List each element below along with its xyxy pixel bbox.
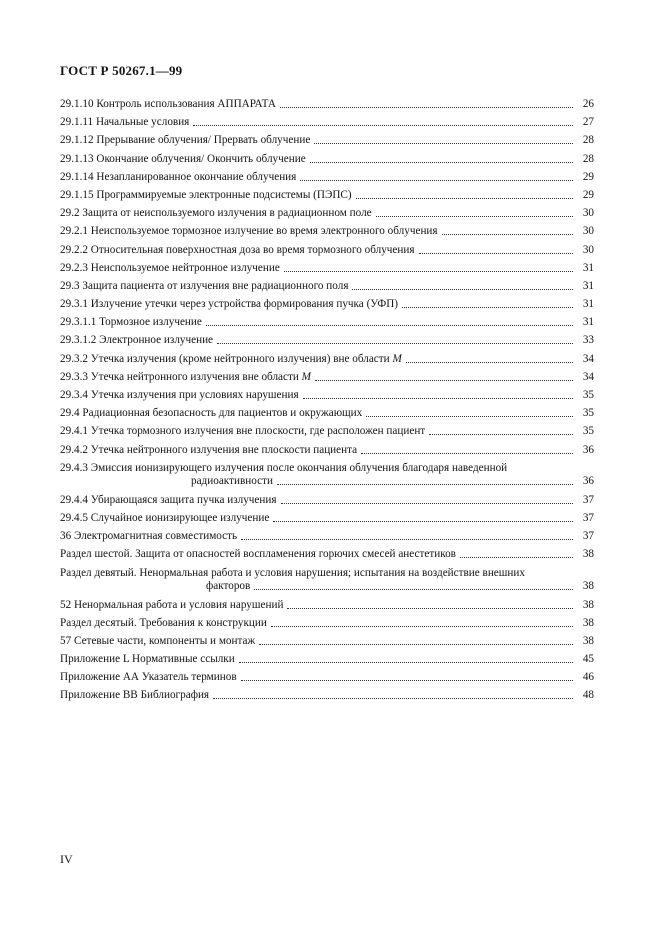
leader-dots	[361, 453, 573, 454]
toc-entry[interactable]	[60, 407, 594, 420]
toc-entry-title-text: 52 Ненормальная работа и условия нарушений	[60, 598, 284, 611]
leader-dots	[277, 484, 573, 485]
toc-entry-title	[60, 225, 438, 238]
toc-page-number: 31	[582, 316, 594, 329]
leader-dots	[442, 234, 573, 235]
toc-page-number: 46	[582, 671, 594, 684]
toc-page-number: 29	[582, 188, 594, 201]
toc-entry[interactable]	[60, 599, 594, 612]
toc-entry-title	[60, 371, 311, 384]
leader-dots	[314, 143, 573, 144]
toc-entry[interactable]	[60, 134, 594, 147]
leader-dots	[366, 416, 573, 417]
leader-dots	[429, 434, 573, 435]
toc-entry[interactable]	[60, 280, 594, 293]
toc-entry-italic-symbol: M	[301, 370, 311, 383]
toc-page-number: 26	[582, 98, 594, 110]
toc-entry[interactable]	[60, 689, 594, 702]
toc-entry-title-text: 29.3.3 Утечка нейтронного излучения вне области	[60, 370, 299, 383]
leader-dots	[352, 289, 573, 290]
leader-dots	[376, 216, 573, 217]
toc-page-number: 37	[582, 493, 594, 506]
toc-entry-title	[60, 207, 372, 220]
leader-dots	[217, 343, 573, 344]
toc-entry-title	[60, 134, 310, 147]
toc-page-number: 28	[582, 134, 594, 147]
toc-entry[interactable]	[60, 671, 594, 684]
toc-page-number: 31	[582, 261, 594, 274]
leader-dots	[356, 198, 573, 199]
toc-entry-title-text: 29.1.13 Окончание облучения/ Окончить облучение	[60, 152, 306, 165]
toc-entry-title-text: 29.1.12 Прерывание облучения/ Прервать облучение	[60, 134, 311, 147]
toc-entry[interactable]	[60, 334, 594, 347]
toc-entry-title	[60, 617, 267, 630]
toc-entry-title-text: 29.3 Защита пациента от излучения вне радиационного поля	[60, 279, 349, 292]
toc-entry[interactable]	[60, 548, 594, 561]
toc-entry-title-text: 29.4.2 Утечка нейтронного излучения вне плоскости пациента	[60, 443, 358, 456]
toc-entry[interactable]	[60, 462, 594, 488]
toc-entry[interactable]	[60, 316, 594, 329]
toc-entry[interactable]	[60, 371, 594, 384]
toc-page-number: 31	[582, 279, 594, 292]
toc-page-number: 38	[582, 598, 594, 611]
toc-page-number: 31	[582, 298, 594, 311]
toc-entry[interactable]	[60, 98, 594, 111]
toc-entry[interactable]	[60, 567, 594, 593]
toc-entry[interactable]	[60, 444, 594, 457]
leader-dots	[271, 626, 573, 627]
leader-dots	[281, 503, 573, 504]
toc-page-number: 37	[582, 530, 594, 543]
toc-entry-title-text: 29.2 Защита от неиспользуемого излучения в радиационном поле	[60, 207, 372, 220]
toc-page-number: 34	[582, 352, 594, 365]
toc-entry-title-text: 29.4.1 Утечка тормозного излучения вне плоскости, где расположен пациент	[60, 425, 426, 438]
toc-entry-title	[60, 653, 235, 666]
toc-entry[interactable]	[60, 617, 594, 630]
toc-entry-title	[60, 280, 348, 293]
toc-entry-title	[60, 316, 202, 329]
toc-entry[interactable]	[60, 512, 594, 525]
toc-entry-title	[60, 689, 209, 702]
toc-entry[interactable]	[60, 153, 594, 166]
toc-page-number: 36	[582, 443, 594, 456]
document-header: ГОСТ Р 50267.1—99	[60, 63, 183, 78]
toc-page-number: 30	[582, 225, 594, 238]
toc-entry-title	[60, 599, 283, 612]
toc-entry-title	[60, 334, 213, 347]
leader-dots	[300, 180, 573, 181]
toc-entry[interactable]	[60, 262, 594, 275]
toc-page-number: 36	[582, 474, 594, 487]
toc-entry[interactable]	[60, 494, 594, 507]
leader-dots	[284, 271, 573, 272]
toc-entry-title-text: 29.1.15 Программируемые электронные подсистемы (ПЭПС)	[60, 188, 352, 201]
toc-entry-title	[60, 153, 306, 166]
table-of-contents	[60, 98, 594, 708]
toc-entry[interactable]	[60, 530, 594, 543]
toc-page-number: 34	[582, 370, 594, 383]
toc-entry-title-text: 29.1.14 Незапланированное окончание облучения	[60, 170, 297, 183]
toc-page-number: 33	[582, 334, 594, 347]
toc-entry[interactable]	[60, 244, 594, 257]
toc-entry-title	[60, 425, 425, 438]
toc-entry-title-text: 29.3.1 Излучение утечки через устройства формирования пучка (УФП)	[60, 298, 399, 311]
toc-entry-title	[60, 353, 402, 366]
leader-dots	[280, 107, 573, 108]
toc-entry-title: Раздел девятый. Ненормальная работа и условия нарушения; испытания на воздействие внешних	[60, 566, 525, 579]
leader-dots	[213, 698, 573, 699]
toc-entry-title	[60, 530, 237, 543]
toc-entry-italic-symbol: M	[392, 352, 402, 365]
toc-page-number: 30	[582, 207, 594, 220]
toc-page-number: 37	[582, 511, 594, 524]
toc-page-number: 30	[582, 243, 594, 256]
toc-entry-title-text: 29.3.4 Утечка излучения при условиях нарушения	[60, 389, 299, 401]
toc-entry[interactable]	[60, 353, 594, 366]
toc-entry-title-text: Приложение АА Указатель терминов	[60, 671, 237, 684]
toc-entry-title	[60, 171, 296, 184]
leader-dots	[315, 380, 573, 381]
toc-entry[interactable]	[60, 389, 594, 402]
toc-entry-title-text: 29.4.4 Убирающаяся защита пучка излучения	[60, 493, 277, 506]
toc-entry-title-text: 29.2.2 Относительная поверхностная доза во время тормозного облучения	[60, 243, 415, 256]
toc-entry-title: 29.4.3 Эмиссия ионизирующего излучения после окончания облучения благодаря наведенной	[60, 461, 508, 474]
toc-entry-title-text: 29.2.3 Неиспользуемое нейтронное излучение	[60, 261, 280, 274]
toc-entry-title-text: 29.1.10 Контроль использования АППАРАТА	[60, 98, 276, 110]
toc-entry-title-text: 29.3.1.2 Электронное излучение	[60, 334, 214, 347]
leader-dots	[193, 125, 573, 126]
toc-page-number: 28	[582, 152, 594, 165]
toc-entry-title	[60, 98, 276, 111]
toc-entry-title-text: 29.2.1 Неиспользуемое тормозное излучение во время электронного облучения	[60, 225, 438, 238]
toc-entry-title	[60, 494, 277, 507]
toc-entry-title-text: Приложение ВВ Библиография	[60, 689, 210, 702]
toc-entry-title	[60, 389, 299, 402]
toc-page-number: 29	[582, 170, 594, 183]
toc-entry-title-text: 29.1.11 Начальные условия	[60, 116, 190, 129]
toc-page-number: 35	[582, 389, 594, 401]
toc-entry-title	[60, 298, 398, 311]
toc-entry[interactable]	[60, 298, 594, 311]
toc-entry-title	[60, 548, 456, 561]
leader-dots	[273, 521, 573, 522]
toc-page-number: 38	[582, 579, 594, 592]
toc-page-number: 38	[582, 616, 594, 629]
leader-dots	[259, 644, 573, 645]
toc-entry-title-text: 57 Сетевые части, компоненты и монтаж	[60, 634, 256, 647]
toc-entry-title-text: Приложение L Нормативные ссылки	[60, 653, 235, 666]
leader-dots	[310, 162, 573, 163]
toc-entry-title	[60, 407, 362, 420]
leader-dots	[241, 680, 573, 681]
leader-dots	[419, 253, 574, 254]
leader-dots	[406, 362, 573, 363]
toc-entry-title-text: 29.4 Радиационная безопасность для пациентов и окружающих	[60, 407, 363, 420]
leader-dots	[241, 539, 573, 540]
toc-entry-title	[60, 635, 255, 648]
leader-dots	[239, 662, 573, 663]
toc-page-number: 35	[582, 425, 594, 438]
toc-entry-title-continued: радиоактивности	[191, 474, 273, 487]
toc-entry-title	[60, 189, 352, 202]
leader-dots	[254, 589, 573, 590]
toc-entry-title	[60, 244, 415, 257]
toc-page-number: 38	[582, 548, 594, 561]
toc-entry[interactable]	[60, 425, 594, 438]
toc-page-number: 45	[582, 653, 594, 666]
toc-entry-title-text: 29.3.2 Утечка излучения (кроме нейтронного излучения) вне области	[60, 352, 390, 365]
toc-entry[interactable]	[60, 635, 594, 648]
toc-entry-title	[60, 444, 357, 457]
toc-entry[interactable]	[60, 653, 594, 666]
toc-entry-title	[60, 116, 189, 129]
toc-entry[interactable]	[60, 225, 594, 238]
toc-entry-title-text: 29.4.5 Случайное ионизирующее излучение	[60, 511, 270, 524]
toc-entry-title-continued: факторов	[206, 579, 251, 592]
toc-entry[interactable]	[60, 171, 594, 184]
leader-dots	[287, 608, 573, 609]
toc-page-number: 38	[582, 634, 594, 647]
toc-page-number: 48	[582, 689, 594, 702]
toc-entry[interactable]	[60, 116, 594, 129]
toc-entry-title-text: Раздел шестой. Защита от опасностей воспламенения горючих смесей анестетиков	[60, 548, 456, 561]
toc-entry-title-text: 29.3.1.1 Тормозное излучение	[60, 316, 202, 329]
toc-entry-title	[60, 512, 269, 525]
page-number: IV	[60, 852, 73, 866]
leader-dots	[402, 307, 573, 308]
toc-entry-title-text: 36 Электромагнитная совместимость	[60, 530, 238, 543]
toc-page-number: 27	[582, 116, 594, 129]
toc-entry[interactable]	[60, 207, 594, 220]
toc-page-number: 35	[582, 407, 594, 420]
leader-dots	[460, 557, 573, 558]
toc-entry-title	[60, 262, 280, 275]
leader-dots	[303, 398, 573, 399]
toc-entry[interactable]	[60, 189, 594, 202]
toc-entry-title	[60, 671, 237, 684]
leader-dots	[206, 325, 573, 326]
toc-entry-title-text: Раздел десятый. Требования к конструкции	[60, 616, 267, 629]
